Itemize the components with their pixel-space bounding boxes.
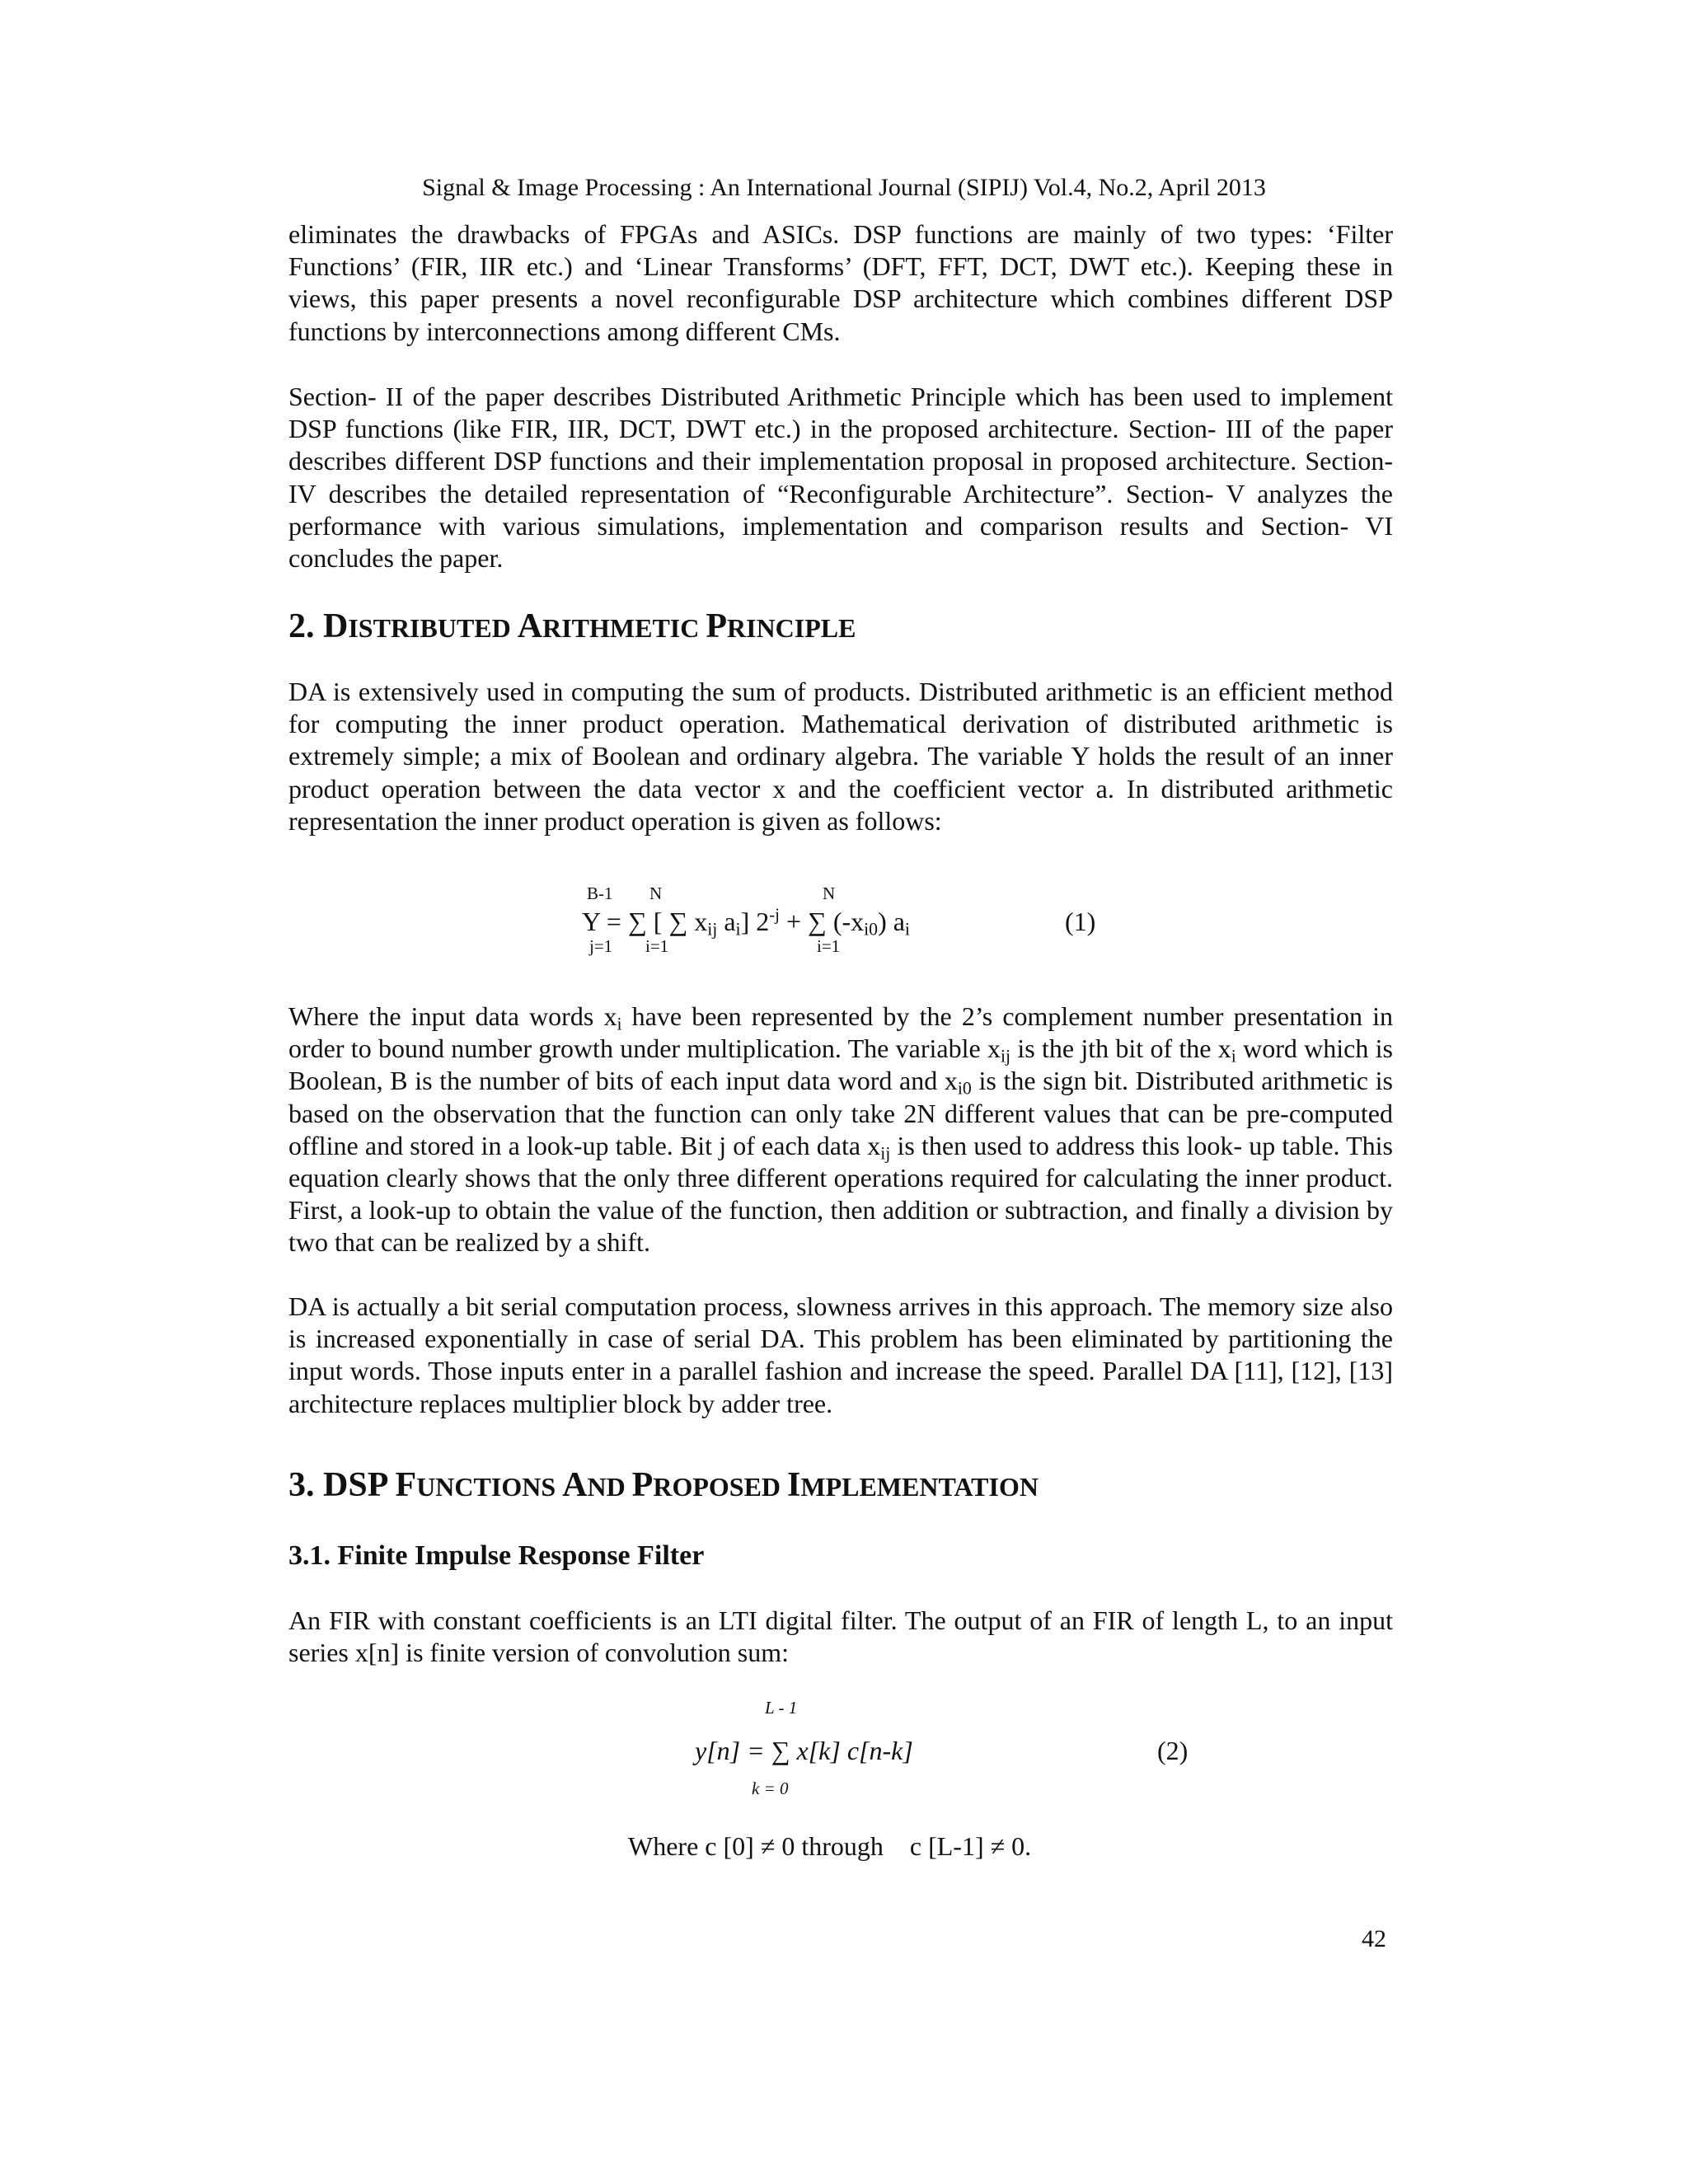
eq1-upper-limit-2: N xyxy=(649,883,663,903)
subsection-3-1-heading: 3.1. Finite Impulse Response Filter xyxy=(288,1540,705,1571)
eq1-body: Y = ∑ [ ∑ $x_{ij}$ $a_i$] $2^{-j}$ + ∑ $(-x_{i0})$ $a_i$ xyxy=(582,905,910,940)
eq1-upper-limit-1: B-1 xyxy=(587,883,613,903)
eq1-lower-limit-3: i=1 xyxy=(817,936,841,956)
section-2-heading: 2. DISTRIBUTED ARITHMETIC PRINCIPLE xyxy=(288,607,856,645)
eq1-upper-limit-3: N xyxy=(823,883,836,903)
outline-paragraph: Section- II of the paper describes Distributed Arithmetic Principle which has been used to implement DSP functions (like FIR, IIR, DCT, DWT etc.) in the proposed architecture. Section- III of the paper describes different DSP functions and their implementation proposal in proposed architecture. Section- IV describes the detailed representation of “Reconfigurable Architecture”. Section- V analyzes the performance with various simulations, implementation and comparison results and Section- VI concludes the paper. xyxy=(288,382,1393,574)
da-serial-paragraph: DA is actually a bit serial computation process, slowness arrives in this approach. The memory size also is increased exponentially in case of serial DA. This problem has been eliminated by partitioning the input words. Those inputs enter in a parallel fashion and increase the speed. Parallel DA [11], [12], [13] architecture replaces multiplier block by adder tree. xyxy=(288,1291,1393,1418)
eq2-upper-limit: L - 1 xyxy=(765,1698,798,1718)
fir-intro-paragraph: An FIR with constant coefficients is an LTI digital filter. The output of an FIR of length L, to an input series x[n] is finite version of convolution sum: xyxy=(288,1605,1393,1668)
journal-header: Signal & Image Processing : An International Journal (SIPIJ) Vol.4, No.2, April 2013 xyxy=(422,174,1266,201)
page-number: 42 xyxy=(1362,1925,1386,1952)
eq1-number: (1) xyxy=(1065,907,1096,936)
eq2-lower-limit: k = 0 xyxy=(752,1779,789,1798)
section-3-heading: 3. DSP FUNCTIONS AND PROPOSED IMPLEMENTATION xyxy=(288,1466,1039,1504)
eq1-lower-limit-2: i=1 xyxy=(645,936,669,956)
eq1-lower-limit-1: j=1 xyxy=(589,936,613,956)
intro-paragraph: eliminates the drawbacks of FPGAs and ASICs. DSP functions are mainly of two types: ‘Filter Functions’ (FIR, IIR etc.) and ‘Linear Transforms’ (DFT, FFT, DCT, DWT etc.). Keeping these in views, this paper presents a novel reconfigurable DSP architecture which combines different DSP functions by interconnections among different CMs. xyxy=(288,219,1393,346)
eq2-number: (2) xyxy=(1157,1736,1189,1765)
eq2-body: y[n] = ∑ x[k] c[n-k] xyxy=(695,1736,913,1765)
da-intro-paragraph: DA is extensively used in computing the sum of products. Distributed arithmetic is an efficient method for computing the inner product operation. Mathematical derivation of distributed arithmetic is extremely simple; a mix of Boolean and ordinary algebra. The variable Y holds the result of an inner product operation between the data vector x and the coefficient vector a. In distributed arithmetic representation the inner product operation is given as follows: xyxy=(288,677,1393,836)
da-explanation-paragraph: Where the input data words $x_i$ have been represented by the 2’s complement number presentation in order to bound number growth under multiplication. The variable $x_{ij}$ is the jth bit of the $x_i$ word which is Boolean, B is the number of bits of each input data word and $x_{i0}$ is the sign bit. Distributed arithmetic is based on the observation that the function can only take 2N different values that can be pre-computed offline and stored in a look-up table. Bit j of each data $x_{ij}$ is then used to address this look- up table. This equation clearly shows that the only three different operations required for calculating the inner product. First, a look-up to obtain the value of the function, then addition or subtraction, and finally a division by two that can be realized by a shift. xyxy=(288,1001,1394,1258)
eq2-condition: Where c [0] ≠ 0 through c [L-1] ≠ 0. xyxy=(628,1831,1032,1861)
